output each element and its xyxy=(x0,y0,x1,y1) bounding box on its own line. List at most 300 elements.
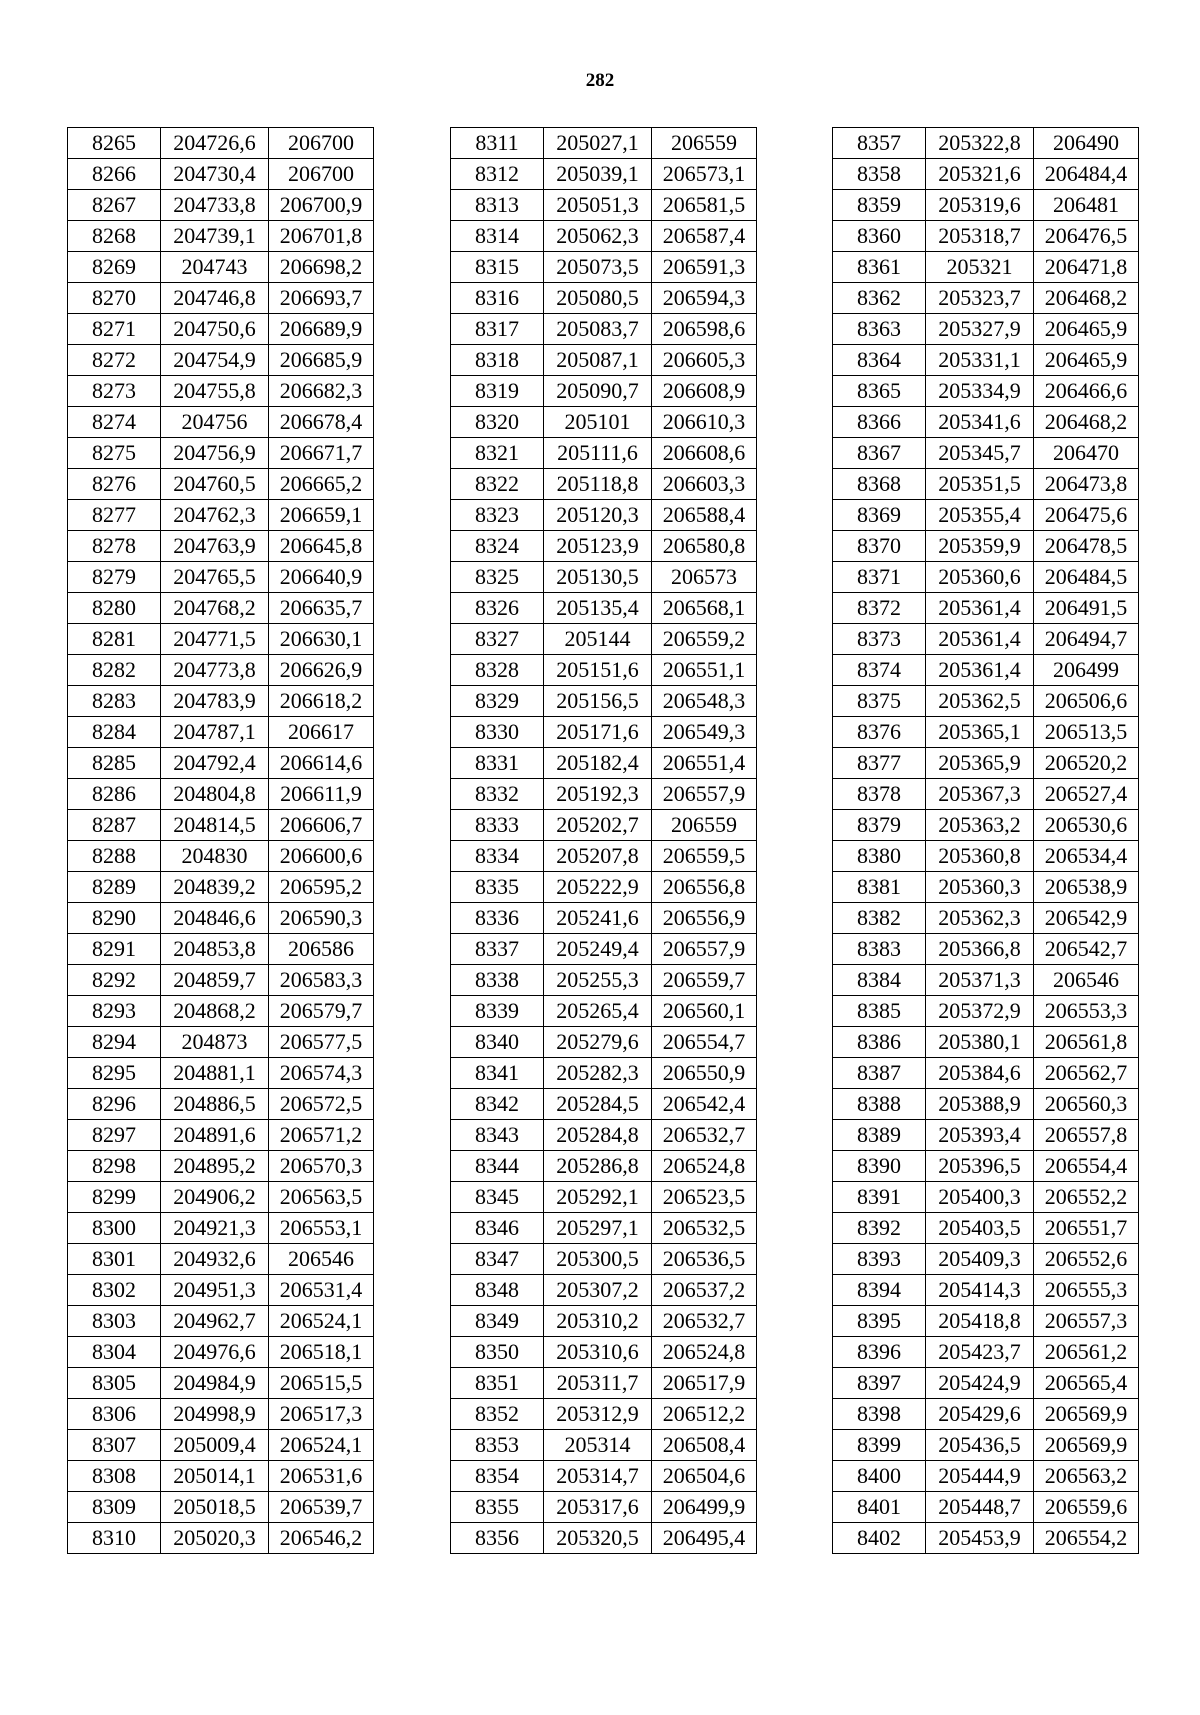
table-row xyxy=(68,996,374,1027)
point-number-cell: 8339 xyxy=(451,996,544,1027)
table-row xyxy=(451,500,757,531)
point-number-cell: 8343 xyxy=(451,1120,544,1151)
point-number-cell: 8344 xyxy=(451,1151,544,1182)
x-coordinate-cell: 205182,4 xyxy=(544,748,652,779)
x-coordinate-cell: 205361,4 xyxy=(926,624,1034,655)
point-number-cell: 8388 xyxy=(833,1089,926,1120)
table-row xyxy=(451,1523,757,1554)
point-number-cell: 8285 xyxy=(68,748,161,779)
x-coordinate-cell: 205009,4 xyxy=(161,1430,269,1461)
x-coordinate-cell: 204830 xyxy=(161,841,269,872)
point-number-cell: 8295 xyxy=(68,1058,161,1089)
y-coordinate-cell: 206532,7 xyxy=(652,1120,757,1151)
y-coordinate-cell: 206553,3 xyxy=(1034,996,1139,1027)
y-coordinate-cell: 206580,8 xyxy=(652,531,757,562)
table-row xyxy=(451,1244,757,1275)
table-row xyxy=(68,1027,374,1058)
table-row xyxy=(451,686,757,717)
x-coordinate-cell: 205393,4 xyxy=(926,1120,1034,1151)
x-coordinate-cell: 205310,2 xyxy=(544,1306,652,1337)
table-row xyxy=(68,965,374,996)
point-number-cell: 8314 xyxy=(451,221,544,252)
x-coordinate-cell: 204792,4 xyxy=(161,748,269,779)
table-row xyxy=(833,655,1139,686)
table-row xyxy=(68,252,374,283)
x-coordinate-cell: 205241,6 xyxy=(544,903,652,934)
table-row xyxy=(451,562,757,593)
table-row xyxy=(451,1430,757,1461)
x-coordinate-cell: 205351,5 xyxy=(926,469,1034,500)
point-number-cell: 8311 xyxy=(451,128,544,159)
point-number-cell: 8292 xyxy=(68,965,161,996)
x-coordinate-cell: 204891,6 xyxy=(161,1120,269,1151)
table-row xyxy=(451,469,757,500)
y-coordinate-cell: 206476,5 xyxy=(1034,221,1139,252)
table-row xyxy=(833,314,1139,345)
point-number-cell: 8397 xyxy=(833,1368,926,1399)
point-number-cell: 8387 xyxy=(833,1058,926,1089)
y-coordinate-cell: 206471,8 xyxy=(1034,252,1139,283)
table-row xyxy=(451,407,757,438)
x-coordinate-cell: 205361,4 xyxy=(926,593,1034,624)
x-coordinate-cell: 205135,4 xyxy=(544,593,652,624)
table-row xyxy=(833,469,1139,500)
point-number-cell: 8373 xyxy=(833,624,926,655)
y-coordinate-cell: 206559 xyxy=(652,128,757,159)
x-coordinate-cell: 205090,7 xyxy=(544,376,652,407)
table-row xyxy=(833,221,1139,252)
point-number-cell: 8318 xyxy=(451,345,544,376)
y-coordinate-cell: 206512,2 xyxy=(652,1399,757,1430)
x-coordinate-cell: 205111,6 xyxy=(544,438,652,469)
x-coordinate-cell: 205362,5 xyxy=(926,686,1034,717)
point-number-cell: 8287 xyxy=(68,810,161,841)
y-coordinate-cell: 206552,6 xyxy=(1034,1244,1139,1275)
point-number-cell: 8374 xyxy=(833,655,926,686)
y-coordinate-cell: 206554,7 xyxy=(652,1027,757,1058)
point-number-cell: 8378 xyxy=(833,779,926,810)
table-row xyxy=(451,1275,757,1306)
table-row xyxy=(833,1523,1139,1554)
point-number-cell: 8347 xyxy=(451,1244,544,1275)
y-coordinate-cell: 206491,5 xyxy=(1034,593,1139,624)
point-number-cell: 8376 xyxy=(833,717,926,748)
point-number-cell: 8338 xyxy=(451,965,544,996)
y-coordinate-cell: 206594,3 xyxy=(652,283,757,314)
point-number-cell: 8386 xyxy=(833,1027,926,1058)
table-row xyxy=(68,903,374,934)
point-number-cell: 8305 xyxy=(68,1368,161,1399)
table-row xyxy=(68,1151,374,1182)
point-number-cell: 8341 xyxy=(451,1058,544,1089)
x-coordinate-cell: 205249,4 xyxy=(544,934,652,965)
x-coordinate-cell: 205083,7 xyxy=(544,314,652,345)
table-row xyxy=(451,1461,757,1492)
table-row xyxy=(68,1275,374,1306)
y-coordinate-cell: 206513,5 xyxy=(1034,717,1139,748)
point-number-cell: 8358 xyxy=(833,159,926,190)
y-coordinate-cell: 206524,8 xyxy=(652,1151,757,1182)
table-row xyxy=(833,283,1139,314)
table-row xyxy=(833,841,1139,872)
table-row xyxy=(68,345,374,376)
x-coordinate-cell: 205448,7 xyxy=(926,1492,1034,1523)
x-coordinate-cell: 205202,7 xyxy=(544,810,652,841)
x-coordinate-cell: 205279,6 xyxy=(544,1027,652,1058)
y-coordinate-cell: 206539,7 xyxy=(269,1492,374,1523)
point-number-cell: 8334 xyxy=(451,841,544,872)
y-coordinate-cell: 206524,8 xyxy=(652,1337,757,1368)
y-coordinate-cell: 206484,5 xyxy=(1034,562,1139,593)
x-coordinate-cell: 205062,3 xyxy=(544,221,652,252)
y-coordinate-cell: 206520,2 xyxy=(1034,748,1139,779)
point-number-cell: 8377 xyxy=(833,748,926,779)
table-row xyxy=(833,190,1139,221)
x-coordinate-cell: 204962,7 xyxy=(161,1306,269,1337)
point-number-cell: 8298 xyxy=(68,1151,161,1182)
y-coordinate-cell: 206470 xyxy=(1034,438,1139,469)
point-number-cell: 8365 xyxy=(833,376,926,407)
point-number-cell: 8303 xyxy=(68,1306,161,1337)
y-coordinate-cell: 206524,1 xyxy=(269,1306,374,1337)
x-coordinate-cell: 204739,1 xyxy=(161,221,269,252)
table-row xyxy=(68,283,374,314)
y-coordinate-cell: 206671,7 xyxy=(269,438,374,469)
table-row xyxy=(833,345,1139,376)
point-number-cell: 8300 xyxy=(68,1213,161,1244)
x-coordinate-cell: 204787,1 xyxy=(161,717,269,748)
y-coordinate-cell: 206494,7 xyxy=(1034,624,1139,655)
x-coordinate-cell: 205282,3 xyxy=(544,1058,652,1089)
y-coordinate-cell: 206552,2 xyxy=(1034,1182,1139,1213)
table-row xyxy=(833,1275,1139,1306)
table-row xyxy=(68,686,374,717)
page-number: 282 xyxy=(585,70,615,91)
table-row xyxy=(68,1523,374,1554)
y-coordinate-cell: 206579,7 xyxy=(269,996,374,1027)
x-coordinate-cell: 205418,8 xyxy=(926,1306,1034,1337)
point-number-cell: 8392 xyxy=(833,1213,926,1244)
point-number-cell: 8382 xyxy=(833,903,926,934)
point-number-cell: 8275 xyxy=(68,438,161,469)
point-number-cell: 8278 xyxy=(68,531,161,562)
y-coordinate-cell: 206572,5 xyxy=(269,1089,374,1120)
x-coordinate-cell: 205423,7 xyxy=(926,1337,1034,1368)
point-number-cell: 8274 xyxy=(68,407,161,438)
x-coordinate-cell: 204804,8 xyxy=(161,779,269,810)
y-coordinate-cell: 206559 xyxy=(652,810,757,841)
point-number-cell: 8394 xyxy=(833,1275,926,1306)
x-coordinate-cell: 205331,1 xyxy=(926,345,1034,376)
y-coordinate-cell: 206595,2 xyxy=(269,872,374,903)
table-row xyxy=(68,562,374,593)
y-coordinate-cell: 206551,1 xyxy=(652,655,757,686)
table-row xyxy=(833,965,1139,996)
table-row xyxy=(451,934,757,965)
y-coordinate-cell: 206698,2 xyxy=(269,252,374,283)
table-row xyxy=(833,500,1139,531)
y-coordinate-cell: 206517,9 xyxy=(652,1368,757,1399)
table-row xyxy=(451,1337,757,1368)
y-coordinate-cell: 206563,2 xyxy=(1034,1461,1139,1492)
table-row xyxy=(451,376,757,407)
y-coordinate-cell: 206665,2 xyxy=(269,469,374,500)
x-coordinate-cell: 204768,2 xyxy=(161,593,269,624)
x-coordinate-cell: 205444,9 xyxy=(926,1461,1034,1492)
y-coordinate-cell: 206518,1 xyxy=(269,1337,374,1368)
table-row xyxy=(451,283,757,314)
y-coordinate-cell: 206608,9 xyxy=(652,376,757,407)
table-row xyxy=(68,1337,374,1368)
point-number-cell: 8361 xyxy=(833,252,926,283)
point-number-cell: 8272 xyxy=(68,345,161,376)
point-number-cell: 8337 xyxy=(451,934,544,965)
x-coordinate-cell: 205322,8 xyxy=(926,128,1034,159)
x-coordinate-cell: 205314 xyxy=(544,1430,652,1461)
point-number-cell: 8400 xyxy=(833,1461,926,1492)
y-coordinate-cell: 206678,4 xyxy=(269,407,374,438)
y-coordinate-cell: 206640,9 xyxy=(269,562,374,593)
x-coordinate-cell: 205371,3 xyxy=(926,965,1034,996)
x-coordinate-cell: 205321 xyxy=(926,252,1034,283)
y-coordinate-cell: 206524,1 xyxy=(269,1430,374,1461)
point-number-cell: 8390 xyxy=(833,1151,926,1182)
y-coordinate-cell: 206465,9 xyxy=(1034,345,1139,376)
x-coordinate-cell: 205321,6 xyxy=(926,159,1034,190)
x-coordinate-cell: 205207,8 xyxy=(544,841,652,872)
point-number-cell: 8279 xyxy=(68,562,161,593)
y-coordinate-cell: 206689,9 xyxy=(269,314,374,345)
y-coordinate-cell: 206701,8 xyxy=(269,221,374,252)
x-coordinate-cell: 204976,6 xyxy=(161,1337,269,1368)
table-row xyxy=(451,221,757,252)
table-row xyxy=(833,1244,1139,1275)
table-row xyxy=(68,593,374,624)
y-coordinate-cell: 206475,6 xyxy=(1034,500,1139,531)
point-number-cell: 8294 xyxy=(68,1027,161,1058)
table-row xyxy=(68,190,374,221)
point-number-cell: 8346 xyxy=(451,1213,544,1244)
x-coordinate-cell: 204895,2 xyxy=(161,1151,269,1182)
table-row xyxy=(451,345,757,376)
table-row xyxy=(833,1120,1139,1151)
x-coordinate-cell: 205314,7 xyxy=(544,1461,652,1492)
x-coordinate-cell: 205453,9 xyxy=(926,1523,1034,1554)
table-row xyxy=(833,686,1139,717)
table-row xyxy=(833,128,1139,159)
point-number-cell: 8283 xyxy=(68,686,161,717)
point-number-cell: 8360 xyxy=(833,221,926,252)
table-row xyxy=(451,190,757,221)
point-number-cell: 8333 xyxy=(451,810,544,841)
x-coordinate-cell: 204921,3 xyxy=(161,1213,269,1244)
x-coordinate-cell: 204814,5 xyxy=(161,810,269,841)
y-coordinate-cell: 206588,4 xyxy=(652,500,757,531)
point-number-cell: 8281 xyxy=(68,624,161,655)
coordinate-table-2 xyxy=(450,127,757,1554)
table-row xyxy=(833,779,1139,810)
x-coordinate-cell: 205341,6 xyxy=(926,407,1034,438)
table-row xyxy=(451,1399,757,1430)
point-number-cell: 8315 xyxy=(451,252,544,283)
point-number-cell: 8366 xyxy=(833,407,926,438)
table-row xyxy=(833,407,1139,438)
table-row xyxy=(68,748,374,779)
y-coordinate-cell: 206635,7 xyxy=(269,593,374,624)
table-row xyxy=(833,1306,1139,1337)
table-row xyxy=(833,593,1139,624)
table-row xyxy=(451,624,757,655)
point-number-cell: 8304 xyxy=(68,1337,161,1368)
point-number-cell: 8331 xyxy=(451,748,544,779)
x-coordinate-cell: 205363,2 xyxy=(926,810,1034,841)
x-coordinate-cell: 205073,5 xyxy=(544,252,652,283)
point-number-cell: 8317 xyxy=(451,314,544,345)
y-coordinate-cell: 206536,5 xyxy=(652,1244,757,1275)
x-coordinate-cell: 204760,5 xyxy=(161,469,269,500)
y-coordinate-cell: 206605,3 xyxy=(652,345,757,376)
table-row xyxy=(68,1120,374,1151)
point-number-cell: 8277 xyxy=(68,500,161,531)
x-coordinate-cell: 205286,8 xyxy=(544,1151,652,1182)
x-coordinate-cell: 204771,5 xyxy=(161,624,269,655)
y-coordinate-cell: 206556,9 xyxy=(652,903,757,934)
point-number-cell: 8399 xyxy=(833,1430,926,1461)
y-coordinate-cell: 206600,6 xyxy=(269,841,374,872)
point-number-cell: 8371 xyxy=(833,562,926,593)
table-row xyxy=(68,438,374,469)
x-coordinate-cell: 205319,6 xyxy=(926,190,1034,221)
y-coordinate-cell: 206598,6 xyxy=(652,314,757,345)
x-coordinate-cell: 204839,2 xyxy=(161,872,269,903)
table-row xyxy=(833,562,1139,593)
point-number-cell: 8265 xyxy=(68,128,161,159)
y-coordinate-cell: 206700 xyxy=(269,128,374,159)
y-coordinate-cell: 206557,9 xyxy=(652,934,757,965)
table-row xyxy=(68,717,374,748)
point-number-cell: 8379 xyxy=(833,810,926,841)
point-number-cell: 8350 xyxy=(451,1337,544,1368)
y-coordinate-cell: 206563,5 xyxy=(269,1182,374,1213)
x-coordinate-cell: 205051,3 xyxy=(544,190,652,221)
x-coordinate-cell: 204756 xyxy=(161,407,269,438)
y-coordinate-cell: 206548,3 xyxy=(652,686,757,717)
table-row xyxy=(451,903,757,934)
point-number-cell: 8395 xyxy=(833,1306,926,1337)
x-coordinate-cell: 205130,5 xyxy=(544,562,652,593)
y-coordinate-cell: 206573 xyxy=(652,562,757,593)
table-row xyxy=(68,1182,374,1213)
x-coordinate-cell: 205396,5 xyxy=(926,1151,1034,1182)
x-coordinate-cell: 204754,9 xyxy=(161,345,269,376)
x-coordinate-cell: 205087,1 xyxy=(544,345,652,376)
y-coordinate-cell: 206484,4 xyxy=(1034,159,1139,190)
x-coordinate-cell: 204750,6 xyxy=(161,314,269,345)
point-number-cell: 8270 xyxy=(68,283,161,314)
point-number-cell: 8385 xyxy=(833,996,926,1027)
y-coordinate-cell: 206586 xyxy=(269,934,374,965)
point-number-cell: 8291 xyxy=(68,934,161,965)
point-number-cell: 8369 xyxy=(833,500,926,531)
table-row xyxy=(451,531,757,562)
table-row xyxy=(833,1337,1139,1368)
table-row xyxy=(451,1368,757,1399)
y-coordinate-cell: 206468,2 xyxy=(1034,407,1139,438)
table-row xyxy=(68,1306,374,1337)
table-row xyxy=(68,934,374,965)
point-number-cell: 8370 xyxy=(833,531,926,562)
x-coordinate-cell: 205360,3 xyxy=(926,872,1034,903)
x-coordinate-cell: 205317,6 xyxy=(544,1492,652,1523)
table-row xyxy=(833,1492,1139,1523)
point-number-cell: 8267 xyxy=(68,190,161,221)
point-number-cell: 8328 xyxy=(451,655,544,686)
y-coordinate-cell: 206590,3 xyxy=(269,903,374,934)
y-coordinate-cell: 206515,5 xyxy=(269,1368,374,1399)
point-number-cell: 8321 xyxy=(451,438,544,469)
table-row xyxy=(451,1027,757,1058)
y-coordinate-cell: 206538,9 xyxy=(1034,872,1139,903)
point-number-cell: 8329 xyxy=(451,686,544,717)
point-number-cell: 8309 xyxy=(68,1492,161,1523)
x-coordinate-cell: 205372,9 xyxy=(926,996,1034,1027)
table-row xyxy=(68,500,374,531)
y-coordinate-cell: 206537,2 xyxy=(652,1275,757,1306)
table-row xyxy=(833,1461,1139,1492)
point-number-cell: 8402 xyxy=(833,1523,926,1554)
x-coordinate-cell: 205388,9 xyxy=(926,1089,1034,1120)
x-coordinate-cell: 204755,8 xyxy=(161,376,269,407)
x-coordinate-cell: 204846,6 xyxy=(161,903,269,934)
y-coordinate-cell: 206559,2 xyxy=(652,624,757,655)
y-coordinate-cell: 206549,3 xyxy=(652,717,757,748)
point-number-cell: 8389 xyxy=(833,1120,926,1151)
x-coordinate-cell: 205020,3 xyxy=(161,1523,269,1554)
point-number-cell: 8286 xyxy=(68,779,161,810)
y-coordinate-cell: 206606,7 xyxy=(269,810,374,841)
table-row xyxy=(833,1213,1139,1244)
y-coordinate-cell: 206542,9 xyxy=(1034,903,1139,934)
table-row xyxy=(68,1089,374,1120)
x-coordinate-cell: 205151,6 xyxy=(544,655,652,686)
table-row xyxy=(68,1399,374,1430)
x-coordinate-cell: 205080,5 xyxy=(544,283,652,314)
point-number-cell: 8336 xyxy=(451,903,544,934)
table-row xyxy=(68,1213,374,1244)
point-number-cell: 8342 xyxy=(451,1089,544,1120)
y-coordinate-cell: 206531,6 xyxy=(269,1461,374,1492)
y-coordinate-cell: 206551,4 xyxy=(652,748,757,779)
x-coordinate-cell: 204868,2 xyxy=(161,996,269,1027)
y-coordinate-cell: 206553,1 xyxy=(269,1213,374,1244)
point-number-cell: 8299 xyxy=(68,1182,161,1213)
x-coordinate-cell: 205365,9 xyxy=(926,748,1034,779)
y-coordinate-cell: 206611,9 xyxy=(269,779,374,810)
table-row xyxy=(451,1492,757,1523)
x-coordinate-cell: 205366,8 xyxy=(926,934,1034,965)
y-coordinate-cell: 206561,8 xyxy=(1034,1027,1139,1058)
x-coordinate-cell: 204932,6 xyxy=(161,1244,269,1275)
y-coordinate-cell: 206573,1 xyxy=(652,159,757,190)
y-coordinate-cell: 206626,9 xyxy=(269,655,374,686)
x-coordinate-cell: 204859,7 xyxy=(161,965,269,996)
y-coordinate-cell: 206546 xyxy=(269,1244,374,1275)
x-coordinate-cell: 205171,6 xyxy=(544,717,652,748)
x-coordinate-cell: 205384,6 xyxy=(926,1058,1034,1089)
y-coordinate-cell: 206587,4 xyxy=(652,221,757,252)
point-number-cell: 8320 xyxy=(451,407,544,438)
point-number-cell: 8302 xyxy=(68,1275,161,1306)
